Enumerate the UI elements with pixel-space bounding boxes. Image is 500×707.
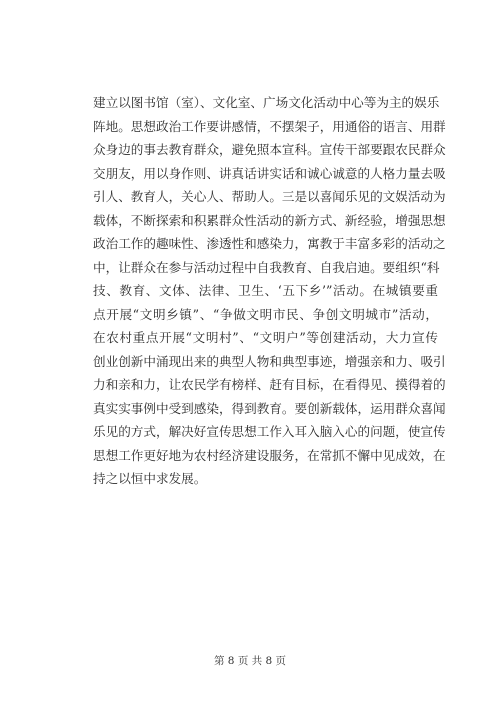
page-footer <box>0 654 500 668</box>
text-line: 在农村重点开展“文明村”、“文明户”等创建活动，大力宣传 <box>93 330 438 345</box>
text-line: 众身边的事去教育群众，避免照本宣科。宣传干部要跟农民群众 <box>93 142 446 157</box>
text-line: 交朋友，用以身作则、讲真话讲实话和诚心诚意的人格力量去吸 <box>93 165 446 181</box>
text-line: 创业创新中涌现出来的典型人物和典型事迹，增强亲和力、吸引 <box>93 353 446 369</box>
text-line: 思想工作更好地为农村经济建设服务，在常抓不懈中见成效，在 <box>93 447 446 463</box>
page-number: 第 8 页 共 8 页 <box>213 655 287 667</box>
text-line: 阵地。思想政治工作要讲感情，不摆架子，用通俗的语言、用群 <box>93 118 446 134</box>
text-line: 载体，不断探索和积累群众性活动的新方式、新经验，增强思想 <box>93 212 446 228</box>
text-line: 力和亲和力，让农民学有榜样、赶有目标，在看得见、摸得着的 <box>93 377 446 392</box>
text-line: 技、教育、文体、法律、卫生、‘五下乡’”活动。在城镇要重 <box>93 283 438 298</box>
text-line: 政治工作的趣味性、渗透性和感染力，寓教于丰富多彩的活动之 <box>93 236 446 251</box>
text-line: 点开展“文明乡镇”、“争做文明市民、争创文明城市”活动， <box>93 306 438 322</box>
text-line: 建立以图书馆（室）、文化室、广场文化活动中心等为主的娱乐 <box>93 95 440 110</box>
text-line: 乐见的方式，解决好宣传思想工作入耳入脑入心的问题，使宣传 <box>93 424 446 439</box>
text-line: 真实实事例中受到感染，得到教育。要创新载体，运用群众喜闻 <box>93 400 446 416</box>
body-paragraph <box>93 91 446 491</box>
text-line: 持之以恒中求发展。 <box>93 471 207 486</box>
text-line: 引人、教育人，关心人、帮助人。三是以喜闻乐见的文娱活动为 <box>93 189 446 204</box>
text-line: 中，让群众在参与活动过程中自我教育、自我启迪。要组织“科 <box>93 259 440 275</box>
